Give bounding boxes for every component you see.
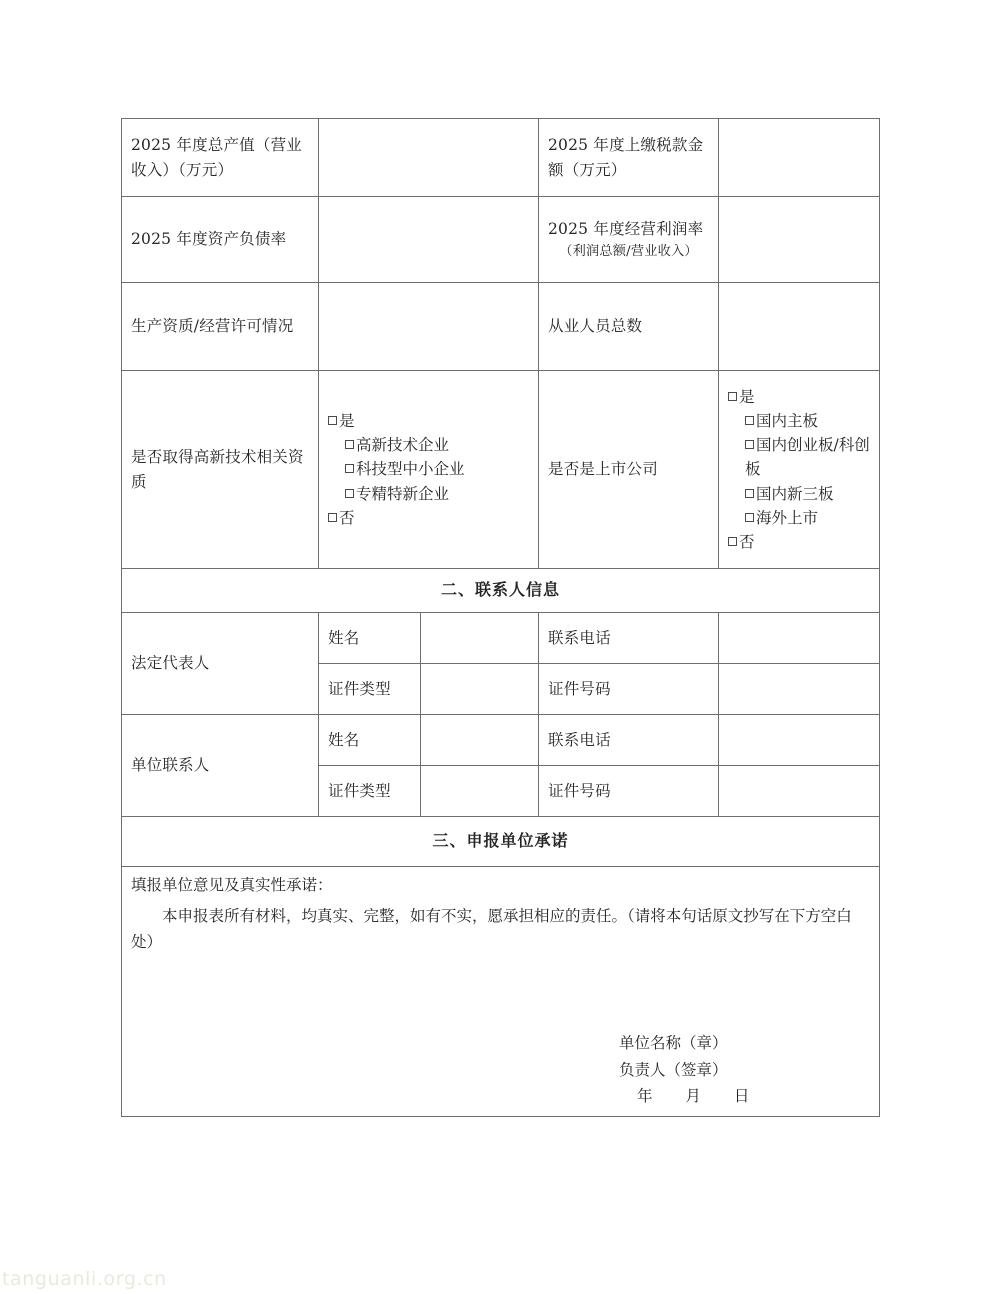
label-production-license: 生产资质/经营许可情况 <box>122 283 319 371</box>
input-legal-rep-id-number[interactable] <box>719 663 880 714</box>
label-tax-paid-amount: 2025 年度上缴税款金额（万元） <box>539 119 719 197</box>
checkbox-label: 国内创业板/科创板 <box>745 436 870 479</box>
checkbox-icon[interactable] <box>345 440 354 449</box>
application-form-table <box>121 118 880 1117</box>
label-legal-rep-id-type: 证件类型 <box>319 663 421 714</box>
signature-responsible-person: 负责人（签章） <box>619 1060 728 1079</box>
checkbox-label: 高新技术企业 <box>356 436 450 455</box>
commitment-title: 填报单位意见及真实性承诺： <box>131 875 333 894</box>
checkbox-icon[interactable] <box>728 537 737 546</box>
label-asset-liability-ratio: 2025 年度资产负债率 <box>122 197 319 283</box>
checkbox-icon[interactable] <box>745 440 754 449</box>
label-total-output-value: 2025 年度总产值（营业收入）（万元） <box>122 119 319 197</box>
table-row-output-value <box>122 119 880 197</box>
label-hightech-qualification: 是否取得高新技术相关资质 <box>122 371 319 569</box>
input-unit-contact-id-type[interactable] <box>421 765 539 816</box>
label-operating-profit-margin-formula: （利润总额/营业收入） <box>559 243 698 259</box>
checkbox-option-domestic-main-board[interactable] <box>728 409 870 433</box>
section-header-commitment-label: 三、申报单位承诺 <box>122 816 880 866</box>
table-row-legal-rep-name <box>122 612 880 663</box>
table-row-unit-contact-name <box>122 714 880 765</box>
checkbox-icon[interactable] <box>745 513 754 522</box>
section-header-commitment <box>122 816 880 866</box>
checkbox-group-hightech[interactable] <box>319 371 539 569</box>
input-asset-liability-ratio[interactable] <box>319 197 539 283</box>
checkbox-icon[interactable] <box>745 489 754 498</box>
signature-unit-name: 单位名称（章） <box>619 1034 728 1053</box>
site-watermark: tanguanli.org.cn <box>2 1268 167 1290</box>
checkbox-icon[interactable] <box>345 464 354 473</box>
label-operating-profit-margin-main: 2025 年度经营利润率 <box>548 219 704 238</box>
checkbox-icon[interactable] <box>728 392 737 401</box>
checkbox-label: 是 <box>739 388 755 407</box>
input-legal-rep-name[interactable] <box>421 612 539 663</box>
checkbox-label: 否 <box>339 508 355 527</box>
label-unit-contact-phone: 联系电话 <box>539 714 719 765</box>
checkbox-option-listed-yes[interactable] <box>728 385 870 409</box>
checkbox-label: 是 <box>339 412 355 431</box>
label-legal-representative: 法定代表人 <box>122 612 319 714</box>
checkbox-label: 科技型中小企业 <box>356 460 465 479</box>
checkbox-label: 国内主板 <box>756 412 819 431</box>
label-legal-rep-phone: 联系电话 <box>539 612 719 663</box>
label-operating-profit-margin <box>539 197 719 283</box>
signature-date-line: 年 月 日 <box>637 1087 764 1106</box>
checkbox-option-hightech-enterprise[interactable] <box>328 433 529 457</box>
checkbox-option-hightech-yes[interactable] <box>328 409 529 433</box>
checkbox-option-listed-no[interactable] <box>728 530 870 554</box>
table-row-production-license <box>122 283 880 371</box>
input-legal-rep-id-type[interactable] <box>421 663 539 714</box>
label-employee-total: 从业人员总数 <box>539 283 719 371</box>
checkbox-label: 海外上市 <box>756 508 819 527</box>
input-total-output-value[interactable] <box>319 119 539 197</box>
input-unit-contact-name[interactable] <box>421 714 539 765</box>
label-legal-rep-id-number: 证件号码 <box>539 663 719 714</box>
checkbox-group-listed[interactable] <box>719 371 880 569</box>
section-header-contacts-label: 二、联系人信息 <box>122 569 880 613</box>
checkbox-option-specialized-new[interactable] <box>328 482 529 506</box>
commitment-body: 本申报表所有材料，均真实、完整，如有不实，愿承担相应的责任。（请将本句话原文抄写在下方空白处） <box>131 906 852 952</box>
label-legal-rep-name: 姓名 <box>319 612 421 663</box>
checkbox-icon[interactable] <box>328 416 337 425</box>
input-unit-contact-id-number[interactable] <box>719 765 880 816</box>
checkbox-icon[interactable] <box>328 513 337 522</box>
checkbox-icon[interactable] <box>745 416 754 425</box>
section-header-contacts <box>122 569 880 613</box>
label-unit-contact-id-type: 证件类型 <box>319 765 421 816</box>
label-listed-company: 是否是上市公司 <box>539 371 719 569</box>
label-unit-contact: 单位联系人 <box>122 714 319 816</box>
label-unit-contact-name: 姓名 <box>319 714 421 765</box>
checkbox-option-neeq[interactable] <box>728 482 870 506</box>
input-operating-profit-margin[interactable] <box>719 197 880 283</box>
checkbox-option-hightech-no[interactable] <box>328 506 529 530</box>
input-employee-total[interactable] <box>719 283 880 371</box>
label-unit-contact-id-number: 证件号码 <box>539 765 719 816</box>
table-row-hightech-listed <box>122 371 880 569</box>
checkbox-label: 国内新三板 <box>756 484 834 503</box>
input-production-license[interactable] <box>319 283 539 371</box>
input-legal-rep-phone[interactable] <box>719 612 880 663</box>
input-tax-paid-amount[interactable] <box>719 119 880 197</box>
signature-block <box>131 1030 870 1110</box>
table-row-debt-ratio <box>122 197 880 283</box>
checkbox-option-sme-tech[interactable] <box>328 457 529 481</box>
commitment-area[interactable] <box>122 866 880 1116</box>
input-unit-contact-phone[interactable] <box>719 714 880 765</box>
checkbox-option-chinext-star[interactable] <box>728 433 870 481</box>
checkbox-icon[interactable] <box>345 489 354 498</box>
checkbox-label: 专精特新企业 <box>356 484 450 503</box>
checkbox-option-overseas-listed[interactable] <box>728 506 870 530</box>
checkbox-label: 否 <box>739 532 755 551</box>
table-row-commitment <box>122 866 880 1116</box>
